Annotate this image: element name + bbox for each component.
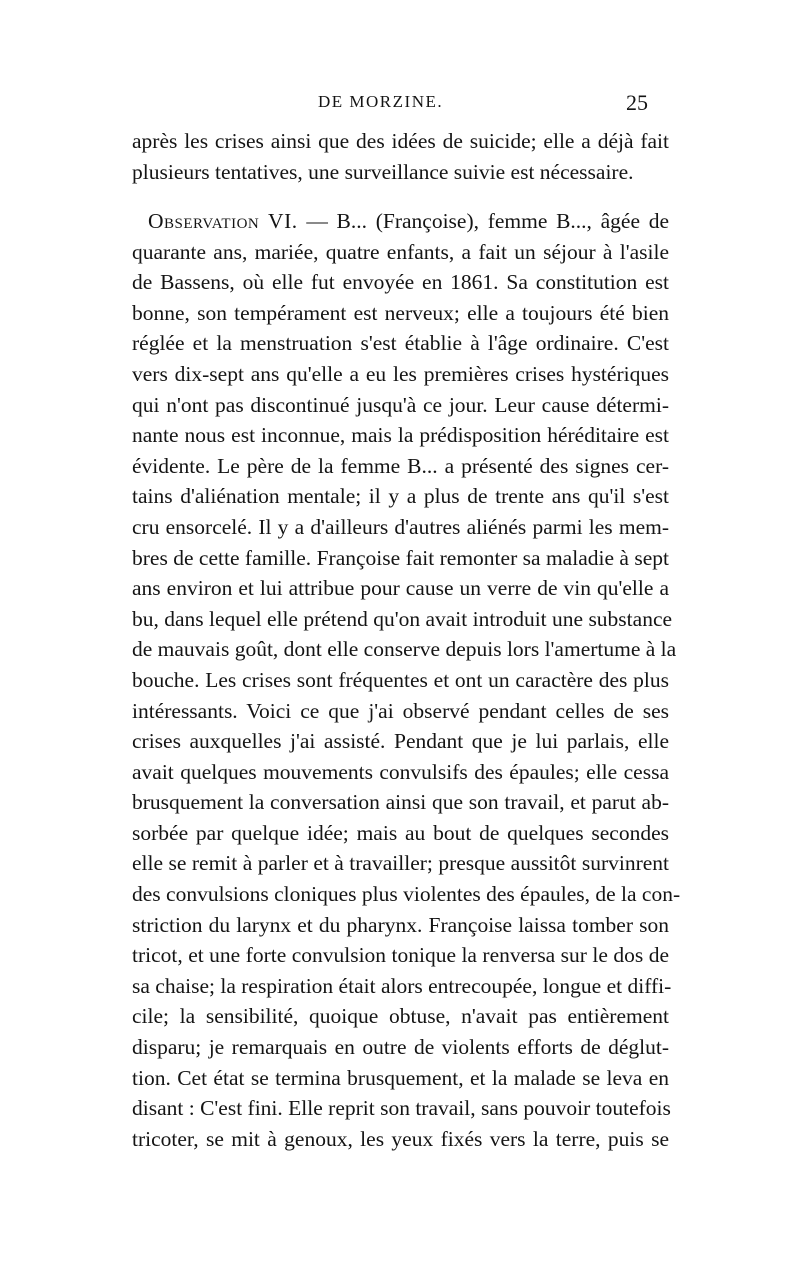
text-line: cile; la sensibilité, quoique obtuse, n'avait pas entièrement [132, 1004, 669, 1029]
text-line: sorbée par quelque idée; mais au bout de quelques secondes [132, 820, 669, 845]
text-line: disant : C'est fini. Elle reprit son travail, sans pouvoir toutefois [132, 1096, 671, 1121]
text-line: réglée et la menstruation s'est établie à l'âge ordinaire. C'est [132, 331, 669, 356]
observation-paragraph [132, 206, 681, 1154]
text-line: évidente. Le père de la femme B... a présenté des signes cer- [132, 453, 669, 478]
text-line: de Bassens, où elle fut envoyée en 1861. Sa constitution est [132, 270, 669, 295]
text-line: striction du larynx et du pharynx. Françoise laissa tomber son [132, 912, 669, 937]
observation-intro: — B... (Françoise), femme B..., âgée de [297, 209, 670, 233]
text-line: tion. Cet état se termina brusquement, et la malade se leva en [132, 1065, 669, 1090]
text-line: bonne, son tempérament est nerveux; elle a toujours été bien [132, 300, 669, 325]
text-line: intéressants. Voici ce que j'ai observé pendant celles de ses [132, 698, 669, 723]
observation-label: Observation VI. [148, 209, 298, 233]
text-line: des convulsions cloniques plus violentes des épaules, de la con- [132, 882, 681, 907]
text-line: bres de cette famille. Françoise fait remonter sa maladie à sept [132, 545, 669, 570]
page-number: 25 [626, 90, 648, 115]
text-line: nante nous est inconnue, mais la prédisposition héréditaire est [132, 423, 669, 448]
text-line: disparu; je remarquais en outre de violents efforts de déglut- [132, 1035, 669, 1060]
text-line: elle se remit à parler et à travailler; presque aussitôt survinrent [132, 851, 669, 876]
text-line: de mauvais goût, dont elle conserve depuis lors l'amertume à la [132, 637, 677, 662]
lead-paragraph [132, 126, 669, 187]
text-line: crises auxquelles j'ai assisté. Pendant que je lui parlais, elle [132, 729, 669, 754]
text-line: bouche. Les crises sont fréquentes et ont un caractère des plus [132, 667, 669, 692]
text-line: bu, dans lequel elle prétend qu'on avait introduit une substance [132, 606, 673, 631]
text-line: tains d'aliénation mentale; il y a plus de trente ans qu'il s'est [132, 484, 669, 509]
running-title: DE MORZINE. [318, 92, 444, 111]
text-line: plusieurs tentatives, une surveillance suivie est nécessaire. [132, 159, 634, 184]
text-line: vers dix-sept ans qu'elle a eu les premières crises hystériques [132, 361, 669, 386]
text-line: ans environ et lui attribue pour cause un verre de vin qu'elle a [132, 576, 669, 601]
text-line: avait quelques mouvements convulsifs des épaules; elle cessa [132, 759, 669, 784]
text-line: quarante ans, mariée, quatre enfants, a fait un séjour à l'asile [132, 239, 669, 264]
text-line: tricoter, se mit à genoux, les yeux fixés vers la terre, puis se [132, 1126, 669, 1151]
text-line: après les crises ainsi que des idées de suicide; elle a déjà fait [132, 129, 669, 153]
text-line: tricot, et une forte convulsion tonique la renversa sur le dos de [132, 943, 669, 968]
text-line: cru ensorcelé. Il y a d'ailleurs d'autres aliénés parmi les mem- [132, 514, 669, 539]
text-line: brusquement la conversation ainsi que son travail, et parut ab- [132, 790, 669, 815]
text-line [132, 206, 669, 237]
text-line: sa chaise; la respiration était alors entrecoupée, longue et diffi- [132, 973, 672, 998]
running-head [0, 92, 800, 122]
text-line: qui n'ont pas discontinué jusqu'à ce jour. Leur cause détermi- [132, 392, 669, 417]
